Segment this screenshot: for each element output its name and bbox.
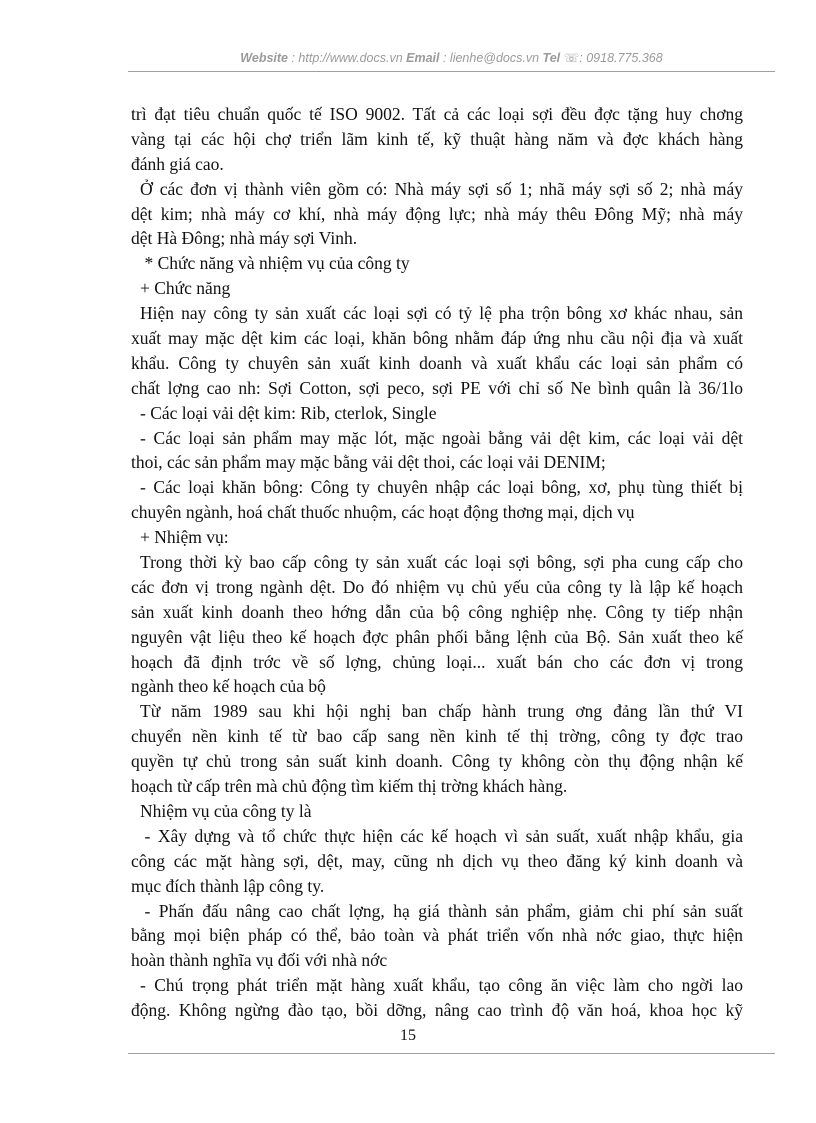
body-line: ngành theo kế hoạch của bộ	[131, 676, 326, 697]
website-value: : http://www.docs.vn	[291, 51, 403, 65]
body-line: vàng tại các hội chợ triển lãm kinh tế, kỹ thuật hàng năm và đợc khách hàng	[131, 128, 743, 149]
body-line: các đơn vị trong ngành dệt. Do đó nhiệm vụ chủ yếu của công ty là lập kế hoạch	[131, 576, 743, 597]
body-line: quyền tự chủ trong sản suất kinh doanh. Công ty không còn thụ động nhận kế	[131, 751, 743, 772]
list-item: - Xây dựng và tổ chức thực hiện các kế hoạch vì sản suất, xuất nhập khẩu, gia	[144, 825, 743, 846]
phone-icon: ☏	[563, 51, 580, 65]
list-item: - Các loại khăn bông: Công ty chuyên nhập các loại bông, xơ, phụ tùng thiết bị	[140, 477, 743, 498]
body-line: hoạch từ cấp trên mà chủ động tìm kiếm thị trờng khách hàng.	[131, 776, 568, 797]
body-line: sản xuất kinh doanh theo hớng dẫn của bộ công nghiệp nhẹ. Công ty tiếp nhận	[131, 601, 743, 622]
body-line: Ở các đơn vị thành viên gồm có: Nhà máy sợi số 1; nhã máy sợi số 2; nhà máy	[140, 178, 743, 199]
email-label: Email	[406, 51, 440, 65]
list-item: - Chú trọng phát triển mặt hàng xuất khẩu, tạo công ăn việc làm cho ngời lao	[140, 975, 743, 996]
body-line: mục đích thành lập công ty.	[131, 875, 325, 896]
tel-value: : 0918.775.368	[579, 51, 663, 65]
body-line: chất lợng cao nh: Sợi Cotton, sợi peco, sợi PE với chỉ số Ne bình quân là 36/1lo	[131, 377, 743, 398]
body-line: Trong thời kỳ bao cấp công ty sản xuất các loại sợi bông, sợi pha cung cấp cho	[140, 552, 743, 573]
body-line: xuất may mặc dệt kim các loại, khăn bông nhằm đáp ứng nhu cầu nội địa và xuất	[131, 328, 743, 349]
email-value: : lienhe@docs.vn	[442, 51, 540, 65]
body-line: Từ năm 1989 sau khi hội nghị ban chấp hành trung ơng đảng lần thứ VI	[140, 701, 743, 722]
body-line: dệt kim; nhà máy cơ khí, nhà máy động lực; nhà máy thêu Đông Mỹ; nhà máy	[131, 203, 743, 224]
body-line: khẩu. Công ty chuyên sản xuất kinh doanh và xuất khẩu các loại sản phẩm có	[131, 352, 743, 373]
body-line: công các mặt hàng sợi, dệt, may, cũng nh dịch vụ theo đăng ký kinh doanh và	[131, 850, 743, 871]
document-body	[131, 102, 743, 1023]
body-line: đánh giá cao.	[131, 153, 224, 174]
list-item: - Các loại sản phẩm may mặc lót, mặc ngoài bằng vải dệt kim, các loại vải dệt	[140, 427, 743, 448]
section-heading: * Chức năng và nhiệm vụ của công ty	[144, 253, 410, 274]
page-header	[128, 50, 775, 65]
body-line: trì đạt tiêu chuẩn quốc tế ISO 9002. Tất cả các loại sợi đều đợc tặng huy chơng	[131, 104, 743, 124]
page-number: 15	[400, 1027, 416, 1044]
subsection-heading: + Nhiệm vụ:	[140, 527, 229, 548]
list-item: - Các loại vải dệt kim: Rib, cterlok, Single	[140, 402, 437, 423]
list-item: - Phấn đấu nâng cao chất lợng, hạ giá thành sản phẩm, giảm chi phí sản suất	[144, 900, 743, 921]
footer-divider	[128, 1053, 775, 1054]
body-line: chuyển nền kinh tế từ bao cấp sang nền kinh tế thị trờng, công ty đợc trao	[131, 726, 743, 747]
subsection-heading: + Chức năng	[140, 278, 231, 299]
body-line: Nhiệm vụ của công ty là	[140, 800, 312, 821]
tel-label: Tel	[542, 51, 561, 65]
body-line: hoàn thành nghĩa vụ đối với nhà nớc	[131, 950, 388, 971]
body-line: động. Không ngừng đào tạo, bồi dỡng, nâng cao trình độ văn hoá, khoa học kỹ	[131, 1000, 743, 1021]
body-line: dệt Hà Đông; nhà máy sợi Vinh.	[131, 228, 358, 249]
body-line: hoạch đã định trớc về số lợng, chủng loại... xuất bán cho các đơn vị trong	[131, 651, 743, 672]
header-divider	[128, 71, 775, 72]
body-line: nguyên vật liệu theo kế hoạch đợc phân phối bằng lệnh của Bộ. Sản xuất theo kế	[131, 626, 743, 647]
website-label: Website	[240, 51, 288, 65]
body-line: thoi, các sản phẩm may mặc bằng vải dệt thoi, các loại vải DENIM;	[131, 452, 606, 473]
body-line: chuyên ngành, hoá chất thuốc nhuộm, các hoạt động thơng mại, dịch vụ	[131, 502, 635, 523]
body-line: bằng mọi biện pháp có thể, bảo toàn và phát triển vốn nhà nớc giao, thực hiện	[131, 925, 743, 946]
body-line: Hiện nay công ty sản xuất các loại sợi có tỷ lệ pha trộn bông xơ khác nhau, sản	[140, 303, 743, 324]
